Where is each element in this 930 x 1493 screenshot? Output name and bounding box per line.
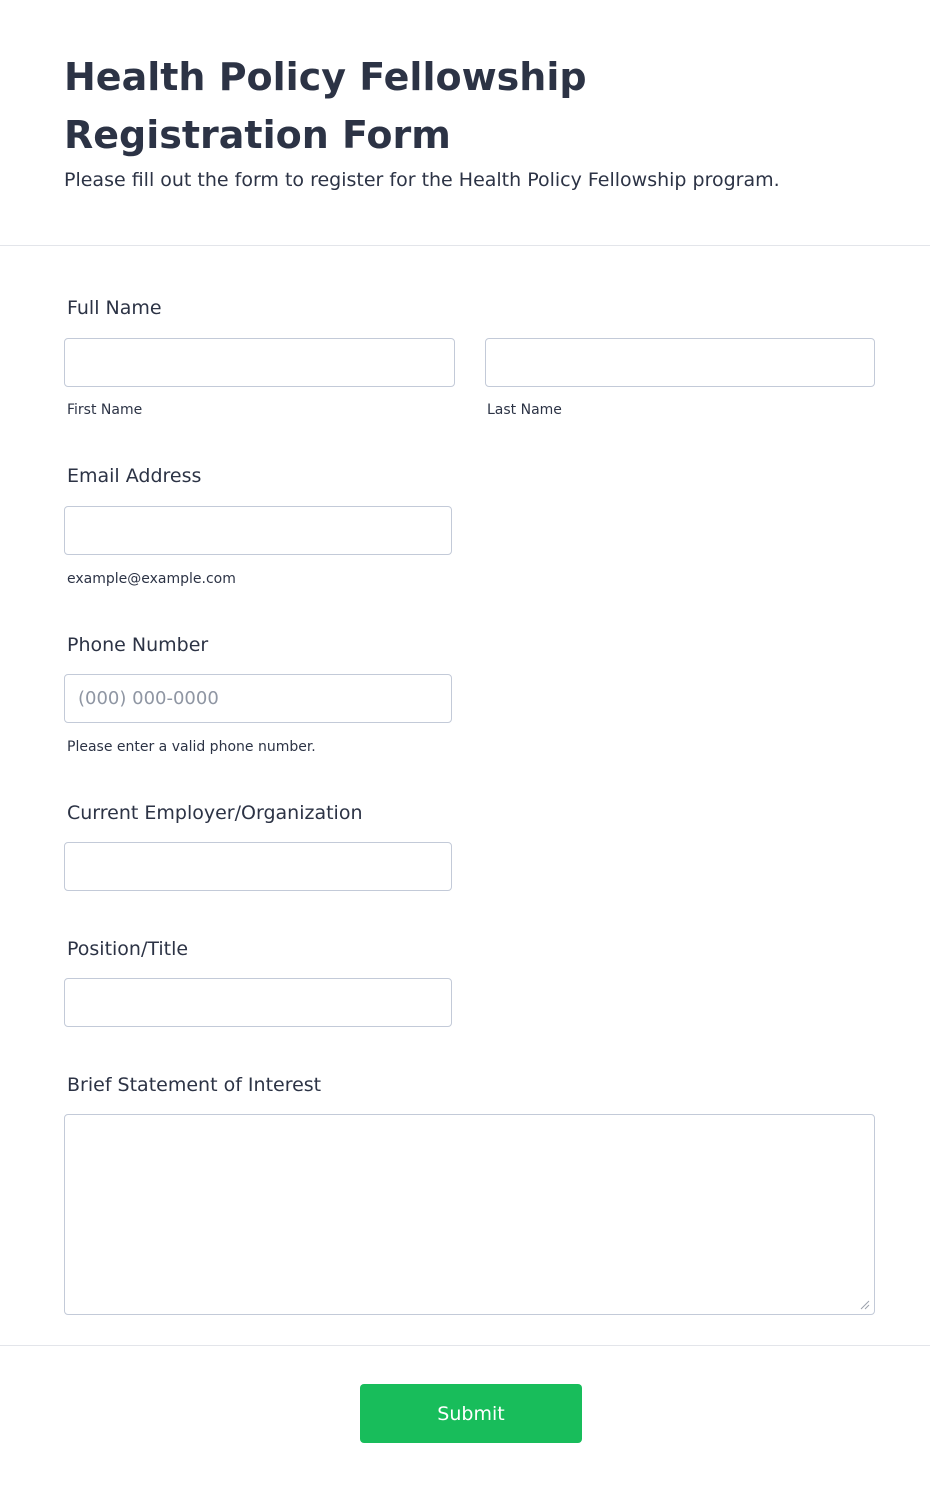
statement-label: Brief Statement of Interest — [67, 1074, 322, 1096]
last-name-sublabel: Last Name — [487, 402, 562, 418]
phone-label: Phone Number — [67, 634, 209, 656]
email-sublabel: example@example.com — [67, 571, 236, 587]
statement-textarea[interactable] — [64, 1114, 875, 1315]
position-label: Position/Title — [67, 938, 189, 960]
employer-label: Current Employer/Organization — [67, 802, 363, 824]
submit-button[interactable]: Submit — [360, 1384, 582, 1443]
form-title: Health Policy Fellowship Registration Form — [64, 55, 587, 157]
form-subtitle: Please fill out the form to register for the Health Policy Fellowship program. — [64, 169, 780, 191]
phone-input[interactable] — [64, 674, 452, 723]
first-name-input[interactable] — [64, 338, 455, 387]
email-input[interactable] — [64, 506, 452, 555]
last-name-input[interactable] — [485, 338, 875, 387]
resize-grip-icon[interactable] — [858, 1298, 870, 1310]
first-name-sublabel: First Name — [67, 402, 143, 418]
form-header — [0, 0, 930, 246]
position-input[interactable] — [64, 978, 452, 1027]
footer-divider — [0, 1345, 930, 1346]
full-name-label: Full Name — [67, 297, 162, 319]
phone-sublabel: Please enter a valid phone number. — [67, 739, 316, 755]
email-label: Email Address — [67, 465, 202, 487]
employer-input[interactable] — [64, 842, 452, 891]
